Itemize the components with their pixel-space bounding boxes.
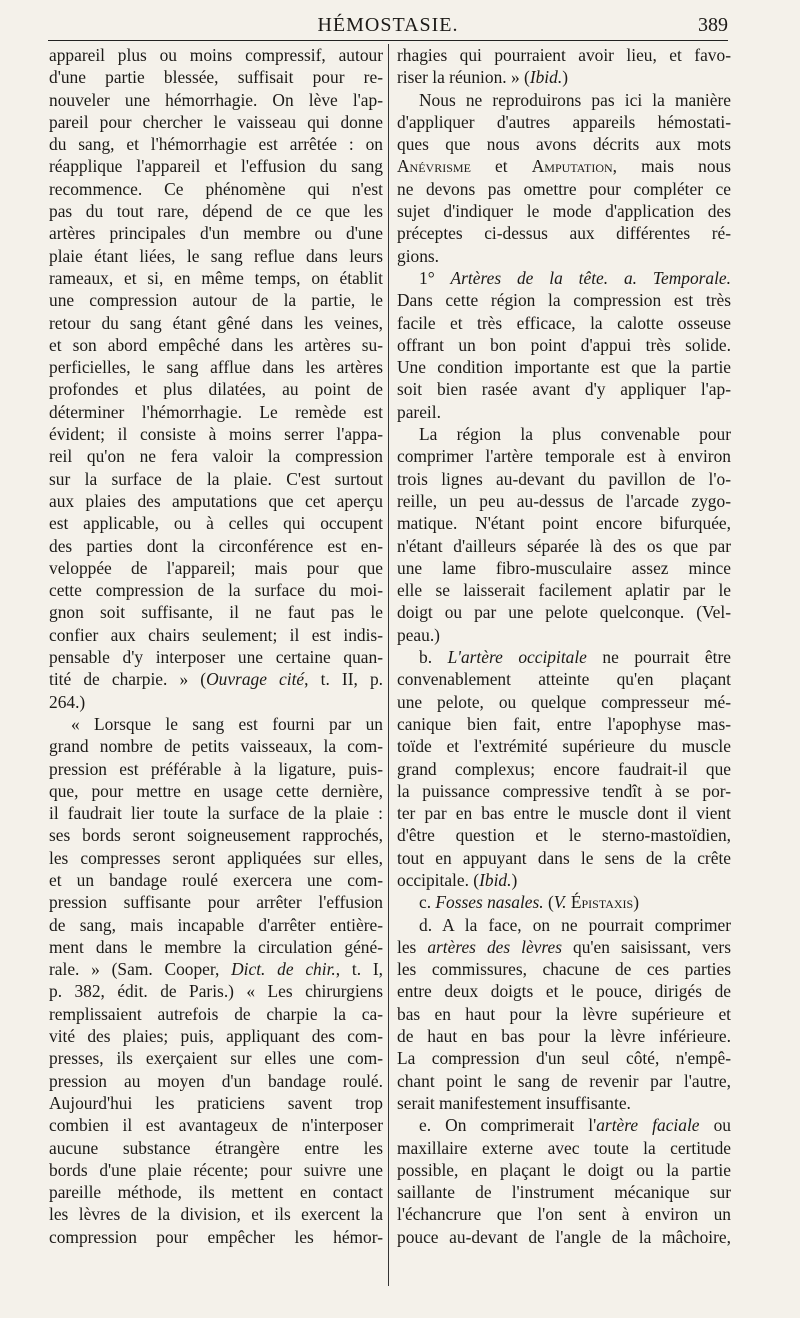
text-line (397, 936, 731, 958)
text-line: bords d'une plaie récente; pour suivre une (49, 1159, 383, 1180)
text-line: une lame fibro-musculaire assez mince (397, 557, 731, 578)
header-rule (48, 40, 728, 41)
text-line: 264.) (49, 691, 86, 712)
text-line: sujet d'indiquer le mode d'application des (397, 201, 731, 222)
text-line: aux plaies des amputations que cet aperçu (49, 490, 383, 511)
text-line: elle se laisserait facilement aplatir par le (397, 580, 731, 601)
text-fragment: occipitale. ( (397, 869, 480, 890)
text-line: pression au moyen d'un bandage roulé. (49, 1070, 383, 1091)
citation-line (397, 869, 731, 891)
text-line: toïde et l'extrémité supérieure du muscle (397, 736, 731, 757)
text-line: que, pour mettre en usage cette dernière, (49, 780, 383, 801)
cross-reference-line (397, 155, 731, 177)
text-line: il faudrait lier toute la surface de la plaie : (49, 803, 383, 824)
text-line: remplissaient autrefois de charpie la ca- (49, 1003, 383, 1024)
text-line: d'une partie blessée, suffisait pour re- (49, 67, 383, 88)
text-line: possible, en plaçant le doigt ou la partie (397, 1159, 731, 1180)
text-line: de sang, mais incapable d'arrêter entière- (49, 914, 383, 935)
right-column (397, 44, 731, 1248)
page-number: 389 (698, 14, 728, 36)
text-line: reil qu'on ne fera valoir la compression (49, 446, 383, 467)
text-line: artères principales d'un membre ou d'une (49, 223, 383, 244)
citation-ibid: Ibid. (479, 869, 512, 890)
text-fragment: et (470, 156, 532, 177)
text-line: une pelote, ou quelque compresseur mé- (397, 691, 731, 712)
text-line: La région la plus convenable pour (419, 424, 731, 445)
text-line: convenablement atteinte qu'en plaçant (397, 669, 731, 690)
section-heading (397, 646, 731, 668)
text-line: pareille méthode, ils mettent en contact (49, 1182, 383, 1203)
cross-ref-amputation: Amputation (531, 156, 613, 177)
text-line: du sang, et l'hémorrhagie est arrêtée : on (49, 134, 383, 155)
citation-line (49, 958, 383, 980)
text-line: les lèvres de la division, et ils exercent la (49, 1204, 383, 1225)
text-line: une compression autour de la partie, le (49, 290, 383, 311)
text-line: de haut en bas pour la lèvre inférieure. (397, 1026, 731, 1047)
citation-title: Ouvrage cité (206, 669, 305, 690)
citation-title: Dict. de chir. (231, 959, 336, 980)
text-line: saillante de l'instrument mécanique sur (397, 1182, 731, 1203)
heading-fosses-nasales: Fosses nasales. (435, 892, 544, 913)
text-line: pensable d'y interposer une certaine quan- (49, 647, 383, 668)
section-heading (397, 267, 731, 289)
text-line: est applicable, ou à celles qui occupent (49, 513, 383, 534)
text-line: réapplique l'appareil et l'effusion du sang (49, 156, 383, 177)
text-fragment: ( (543, 892, 554, 913)
term-artere-faciale: artère faciale (596, 1115, 700, 1136)
text-line: profondes et plus dilatées, au point de (49, 379, 383, 400)
text-line: trois lignes au-devant du pavillon de l'o- (397, 468, 731, 489)
text-line: retour du sang étant gêné dans les veines, (49, 312, 383, 333)
text-line: « Lorsque le sang est fourni par un (71, 713, 383, 734)
text-line: aucune substance étrangère entre les (49, 1137, 383, 1158)
text-line: serait manifestement insuffisante. (397, 1092, 631, 1113)
text-line: La compression d'un seul côté, n'empê- (397, 1048, 731, 1069)
text-line: pareil pour chercher le vaisseau qui donne (49, 111, 383, 132)
text-line: vité des plaies; puis, appliquant des com- (49, 1026, 383, 1047)
text-fragment: riser la réunion. » ( (397, 67, 530, 88)
text-line: évident; il consiste à moins serrer l'appa- (49, 424, 383, 445)
text-line: ne devons pas omettre pour compléter ce (397, 178, 731, 199)
text-line: bas en haut pour la lèvre supérieure et (397, 1003, 731, 1024)
text-fragment: qu'en saisissant, vers (562, 936, 731, 957)
text-fragment: ) (562, 67, 568, 88)
text-line: ses bords seront soigneusement rapprochés, (49, 825, 383, 846)
text-line: veloppée de l'appareil; mais pour que (49, 557, 383, 578)
text-line: Aujourd'hui les praticiens savent trop (49, 1092, 383, 1113)
text-line: rhagies qui pourraient avoir lieu, et favo- (397, 45, 731, 65)
text-line: canique bien fait, entre l'apophyse mas- (397, 713, 731, 734)
text-line: matique. N'étant point encore bifurquée, (397, 513, 731, 534)
text-fragment: ) (633, 892, 640, 913)
text-line: pression suffisante pour arrêter l'effusion (49, 892, 383, 913)
text-line: appareil plus ou moins compressif, autour (49, 45, 383, 65)
text-line: grand nombre de petits vaisseaux, la com- (49, 736, 383, 757)
text-line: compression pour empêcher les hémor- (49, 1226, 383, 1247)
see-abbrev: V. (553, 892, 567, 913)
text-line: pouce au-devant de l'angle de la mâchoire, (397, 1226, 731, 1247)
text-line: maxillaire externe avec toute la certitude (397, 1137, 731, 1158)
text-line: facile et très efficace, la calotte osseuse (397, 312, 731, 333)
text-line: peau.) (397, 624, 440, 645)
cross-ref-epistaxis: Épistaxis (570, 892, 634, 913)
citation-ibid: Ibid. (529, 67, 563, 88)
text-line: pression est préférable à la ligature, puis- (49, 758, 383, 779)
term-arteres-levres: artères des lèvres (427, 936, 563, 957)
text-line: d'être question et le sterno-mastoïdien, (397, 825, 731, 846)
text-line: et un bandage roulé exercera une com- (49, 869, 383, 890)
text-line: doigt ou par une pelote quelconque. (Vel- (397, 602, 731, 623)
text-line: ques que nous avons décrits aux mots (397, 134, 731, 155)
text-line: l'échancrure que l'on sent à environ un (397, 1204, 731, 1225)
text-line: perficielles, le sang afflue dans les artères (49, 357, 383, 378)
text-fragment: ou (699, 1115, 731, 1136)
text-line: Nous ne reproduirons pas ici la manière (419, 89, 731, 110)
text-line: d. A la face, on ne pourrait comprimer (419, 914, 731, 935)
text-line: Une condition importante est que la partie (397, 357, 731, 378)
text-line: comprimer l'artère temporale est à environ (397, 446, 731, 467)
heading-temporale: Artères de la tête. a. Temporale. (450, 267, 731, 288)
text-line: offrant un bon point d'appui très solide. (397, 334, 731, 355)
citation-line (397, 66, 731, 88)
text-fragment: e. On comprimerait l' (419, 1115, 597, 1136)
page-title: HÉMOSTASIE. (317, 14, 459, 36)
text-fragment: c. (419, 892, 436, 913)
text-line: ment dans le membre la circulation géné- (49, 936, 383, 957)
text-line: gnon soit suffisante, il ne faut pas le (49, 602, 383, 623)
text-line: confier aux chairs seulement; il est indis- (49, 624, 383, 645)
text-line: cette compression de la surface du moi- (49, 580, 383, 601)
text-line: combien il est avantageux de n'interposer (49, 1115, 383, 1136)
text-fragment: , mais nous (612, 156, 731, 177)
text-line: Dans cette région la compression est très (397, 290, 731, 311)
text-line: des parties dont la circonférence est en- (49, 535, 383, 556)
text-line: soit bien rasée avant d'y appliquer l'ap- (397, 379, 731, 400)
text-fragment: , t. I, (335, 959, 383, 980)
text-line: recommence. Ce phénomène qui n'est (49, 178, 383, 199)
text-line: gions. (397, 245, 440, 266)
text-line: préceptes ci-dessus aux différentes ré- (397, 223, 731, 244)
text-line: et son abord empêché dans les artères su- (49, 334, 383, 355)
text-line: plaie étant liées, le sang reflue dans leurs (49, 245, 383, 266)
text-fragment: tité de charpie. » ( (49, 669, 207, 690)
text-line: grand complexus; encore faudrait-il que (397, 758, 731, 779)
text-line: presses, ils exerçaient sur elles une com- (49, 1048, 383, 1069)
text-line: pas du tout rare, dépend de ce que les (49, 201, 383, 222)
text-line: sur la surface de la plaie. C'est surtout (49, 468, 383, 489)
text-fragment: , t. II, p. (304, 669, 383, 690)
cross-ref-anevrisme: Anévrisme (397, 156, 471, 177)
text-line: d'appliquer d'autres appareils hémostati- (397, 111, 731, 132)
text-line: déterminer l'hémorrhagie. Le remède est (49, 401, 383, 422)
text-line: nouveler une hémorrhagie. On lève l'ap- (49, 89, 383, 110)
text-line: la puissance compressive tendît à se por- (397, 780, 731, 801)
text-line: rameaux, et si, en même temps, on établit (49, 267, 383, 288)
text-line: chant point le sang de revenir par l'autre, (397, 1070, 731, 1091)
text-fragment: ne pourrait être (586, 647, 731, 668)
text-line: pareil. (397, 401, 441, 422)
text-fragment: rale. » (Sam. Cooper, (49, 959, 232, 980)
text-line: reille, un peu au-dessus de l'arcade zygo- (397, 490, 731, 511)
text-line: n'étant d'ailleurs séparée là des os que par (397, 535, 731, 556)
left-column (49, 44, 383, 1248)
text-fragment: les (397, 936, 428, 957)
text-line: tout en appuyant dans le sens de la crête (397, 847, 731, 868)
text-line: les compresses seront appliquées sur elles, (49, 847, 383, 868)
text-fragment: ) (511, 869, 518, 890)
text-line: p. 382, édit. de Paris.) « Les chirurgiens (49, 981, 383, 1002)
text-line: ter par en bas entre le muscle dont il vient (397, 803, 731, 824)
section-heading (397, 891, 731, 913)
column-divider (388, 44, 389, 1286)
text-line: les commissures, chacune de ces parties (397, 959, 731, 980)
citation-line (49, 668, 383, 690)
text-fragment: b. (419, 647, 448, 668)
text-line: entre deux doigts et le pouce, dirigés de (397, 981, 731, 1002)
text-line (397, 1114, 731, 1136)
text-fragment: 1° (419, 267, 451, 288)
heading-occipitale: L'artère occipitale (447, 647, 587, 668)
